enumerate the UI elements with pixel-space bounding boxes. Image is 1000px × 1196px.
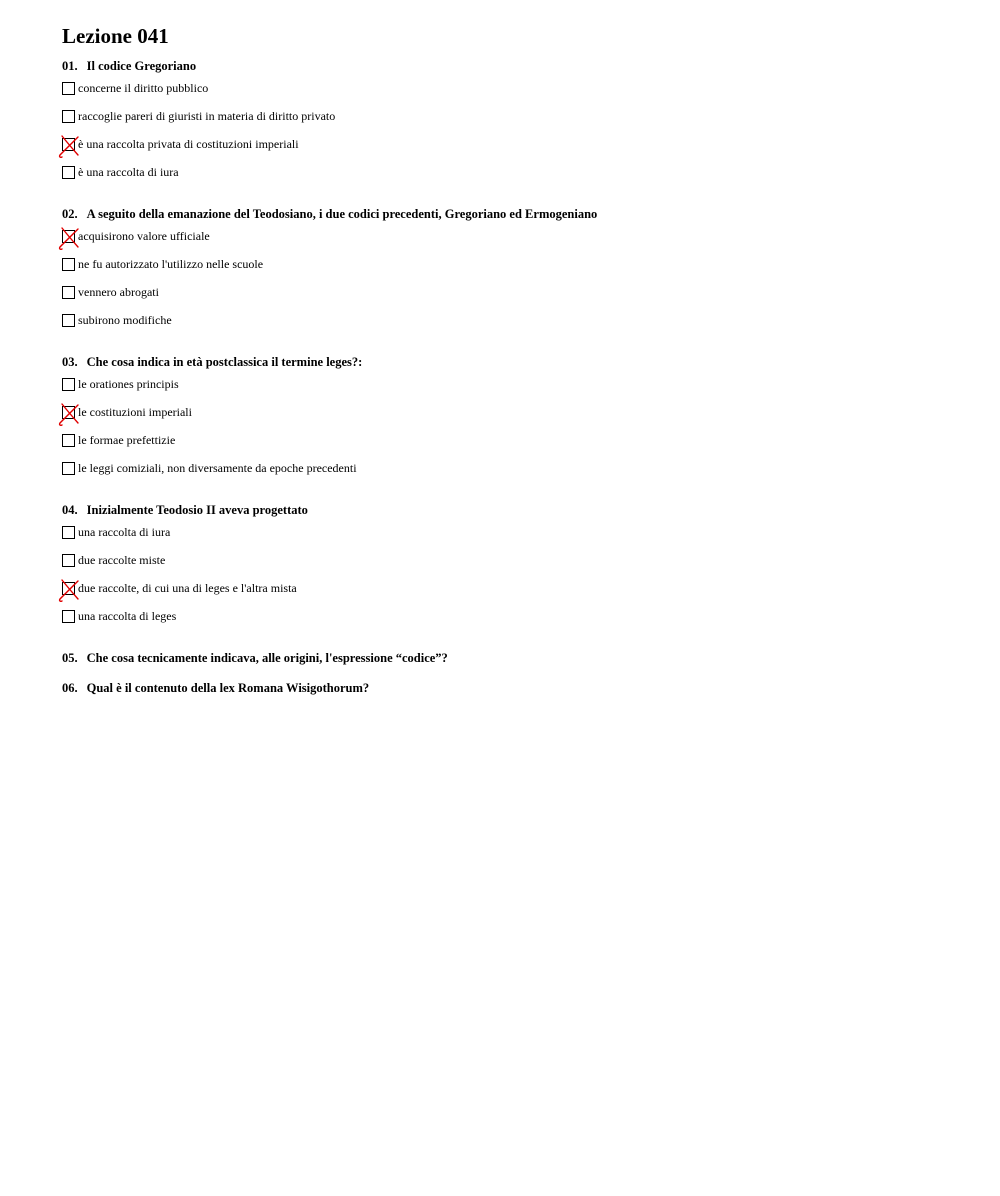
checkbox[interactable]	[62, 82, 75, 95]
option-text: una raccolta di leges	[78, 609, 177, 623]
cross-stroke	[62, 228, 78, 247]
answer-option[interactable]	[62, 552, 962, 580]
answer-option[interactable]	[62, 432, 962, 460]
question-heading	[62, 58, 962, 74]
checkbox[interactable]	[62, 554, 75, 567]
question-heading	[62, 680, 962, 696]
cross-stroke	[62, 136, 78, 155]
option-text: le costituzioni imperiali	[78, 405, 192, 419]
question-heading	[62, 650, 962, 666]
question-text: Il codice Gregoriano	[86, 59, 197, 73]
checkbox[interactable]	[62, 286, 75, 299]
answer-option[interactable]	[62, 460, 962, 488]
question-heading	[62, 206, 962, 222]
option-text: le formae prefettizie	[78, 433, 176, 447]
question-04	[62, 502, 962, 636]
checkbox[interactable]	[62, 462, 75, 475]
question-heading	[62, 354, 962, 370]
option-text: è una raccolta privata di costituzioni imperiali	[78, 137, 299, 151]
checkbox[interactable]	[62, 610, 75, 623]
question-text: Inizialmente Teodosio II aveva progettato	[86, 503, 308, 517]
checkbox[interactable]	[62, 166, 75, 179]
cross-stroke	[62, 404, 78, 423]
cross-stroke	[60, 405, 78, 425]
checkbox[interactable]	[62, 258, 75, 271]
question-number: 03.	[62, 355, 78, 369]
option-text: due raccolte miste	[78, 553, 166, 567]
answer-option[interactable]	[62, 228, 962, 256]
cross-stroke	[60, 229, 78, 249]
cross-stroke	[60, 137, 78, 157]
question-number: 04.	[62, 503, 78, 517]
question-03	[62, 354, 962, 488]
checkbox[interactable]	[62, 526, 75, 539]
option-text: le orationes principis	[78, 377, 179, 391]
question-number: 06.	[62, 681, 78, 695]
answer-option[interactable]	[62, 524, 962, 552]
question-text: Qual è il contenuto della lex Romana Wisigothorum?	[86, 681, 370, 695]
cross-stroke	[60, 581, 78, 601]
answer-option[interactable]	[62, 376, 962, 404]
question-number: 02.	[62, 207, 78, 221]
answer-option[interactable]	[62, 312, 962, 340]
option-text: è una raccolta di iura	[78, 165, 179, 179]
option-text: subirono modifiche	[78, 313, 172, 327]
option-text: ne fu autorizzato l'utilizzo nelle scuole	[78, 257, 264, 271]
answer-option[interactable]	[62, 256, 962, 284]
checkbox[interactable]	[62, 406, 75, 419]
answer-option[interactable]	[62, 404, 962, 432]
option-text: concerne il diritto pubblico	[78, 81, 209, 95]
option-text: vennero abrogati	[78, 285, 159, 299]
question-01	[62, 58, 962, 192]
option-text: raccoglie pareri di giuristi in materia di diritto privato	[78, 109, 336, 123]
answer-option[interactable]	[62, 80, 962, 108]
answer-option[interactable]	[62, 284, 962, 312]
question-heading	[62, 502, 962, 518]
answer-option[interactable]	[62, 108, 962, 136]
checkbox[interactable]	[62, 230, 75, 243]
checkbox[interactable]	[62, 378, 75, 391]
answer-option[interactable]	[62, 136, 962, 164]
question-06	[62, 680, 962, 696]
question-02	[62, 206, 962, 340]
answer-option[interactable]	[62, 164, 962, 192]
option-text: le leggi comiziali, non diversamente da epoche precedenti	[78, 461, 357, 475]
option-text: due raccolte, di cui una di leges e l'altra mista	[78, 581, 297, 595]
question-text: Che cosa tecnicamente indicava, alle origini, l'espressione “codice”?	[86, 651, 448, 665]
checkbox[interactable]	[62, 138, 75, 151]
question-number: 01.	[62, 59, 78, 73]
checkbox[interactable]	[62, 582, 75, 595]
question-number: 05.	[62, 651, 78, 665]
question-text: A seguito della emanazione del Teodosiano, i due codici precedenti, Gregoriano ed Ermogeniano	[86, 207, 598, 221]
option-text: una raccolta di iura	[78, 525, 171, 539]
question-text: Che cosa indica in età postclassica il termine leges?:	[86, 355, 363, 369]
checkbox[interactable]	[62, 110, 75, 123]
quiz-page	[62, 24, 962, 702]
checkbox[interactable]	[62, 314, 75, 327]
option-text: acquisirono valore ufficiale	[78, 229, 210, 243]
question-05	[62, 650, 962, 666]
checkbox[interactable]	[62, 434, 75, 447]
lesson-title: Lezione 041	[62, 24, 169, 48]
answer-option[interactable]	[62, 608, 962, 636]
answer-option[interactable]	[62, 580, 962, 608]
cross-stroke	[62, 580, 78, 599]
